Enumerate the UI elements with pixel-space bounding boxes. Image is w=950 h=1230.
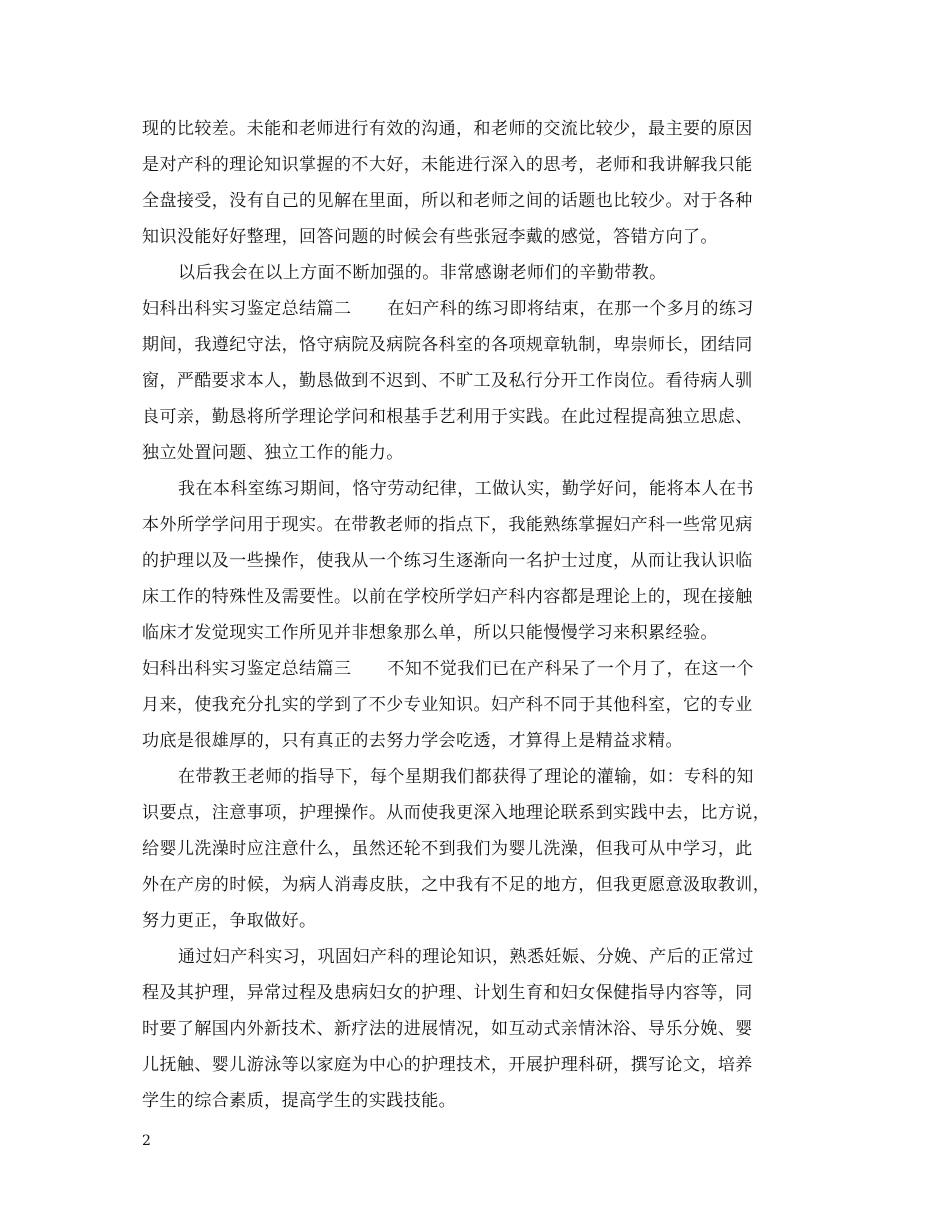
section-heading-line	[142, 297, 754, 321]
text-line: 学生的综合素质，提高学生的实践技能。	[142, 1091, 457, 1111]
text-line: 不知不觉我们已在产科呆了一个月了，在这一个	[387, 659, 754, 679]
text-line: 在带教王老师的指导下，每个星期我们都获得了理论的灌输，如：专科的知	[178, 767, 754, 787]
section-heading: 妇科出科实习鉴定总结篇三	[142, 659, 352, 679]
text-line: 良可亲，勤恳将所学理论学问和根基手艺利用于实践。在此过程提高独立思虑、	[142, 407, 753, 427]
text-line: 以后我会在以上方面不断加强的。非常感谢老师们的辛勤带教。	[178, 263, 667, 283]
text-line: 在妇产科的练习即将结束，在那一个多月的练习	[387, 299, 754, 319]
text-line: 独立处置问题、独立工作的能力。	[142, 443, 404, 463]
text-line: 期间，我遵纪守法，恪守病院及病院各科室的各项规章轨制，卑崇师长，团结同	[142, 335, 753, 355]
text-line: 本外所学学问用于现实。在带教老师的指点下，我能熟练掌握妇产科一些常见病	[142, 515, 753, 535]
text-line: 儿抚触、婴儿游泳等以家庭为中心的护理技术，开展护理科研，撰写论文，培养	[142, 1055, 753, 1075]
text-line: 窗，严酷要求本人，勤恳做到不迟到、不旷工及私行分开工作岗位。看待病人驯	[142, 371, 753, 391]
text-line: 月来，使我充分扎实的学到了不少专业知识。妇产科不同于其他科室，它的专业	[142, 695, 753, 715]
text-line: 是对产科的理论知识掌握的不大好，未能进行深入的思考，老师和我讲解我只能	[142, 155, 753, 175]
text-line: 识要点，注意事项，护理操作。从而使我更深入地理论联系到实践中去，比方说，	[142, 803, 771, 823]
text-line: 努力更正，争取做好。	[142, 911, 317, 931]
section-heading-line	[142, 657, 754, 681]
text-line: 全盘接受，没有自己的见解在里面，所以和老师之间的话题也比较少。对于各种	[142, 191, 753, 211]
text-line: 我在本科室练习期间，恪守劳动纪律，工做认实，勤学好问，能将本人在书	[178, 479, 754, 499]
page-number: 2	[142, 1133, 151, 1149]
text-line: 知识没能好好整理，回答问题的时候会有些张冠李戴的感觉，答错方向了。	[142, 227, 718, 247]
text-line: 外在产房的时候，为病人消毒皮肤，之中我有不足的地方，但我更愿意汲取教训，	[142, 875, 771, 895]
text-line: 时要了解国内外新技术、新疗法的进展情况，如互动式亲情沐浴、导乐分娩、婴	[142, 1019, 753, 1039]
text-line: 程及其护理，异常过程及患病妇女的护理、计划生育和妇女保健指导内容等，同	[142, 983, 753, 1003]
text-line: 临床才发觉现实工作所见并非想象那么单，所以只能慢慢学习来积累经验。	[142, 623, 718, 643]
text-line: 通过妇产科实习，巩固妇产科的理论知识，熟悉妊娠、分娩、产后的正常过	[178, 947, 754, 967]
text-line: 给婴儿洗澡时应注意什么，虽然还轮不到我们为婴儿洗澡，但我可从中学习，此	[142, 839, 753, 859]
text-line: 功底是很雄厚的，只有真正的去努力学会吃透，才算得上是精益求精。	[142, 731, 683, 751]
section-heading: 妇科出科实习鉴定总结篇二	[142, 299, 352, 319]
text-line: 床工作的特殊性及需要性。以前在学校所学妇产科内容都是理论上的，现在接触	[142, 587, 753, 607]
text-line: 现的比较差。未能和老师进行有效的沟通，和老师的交流比较少，最主要的原因	[142, 119, 753, 139]
text-line: 的护理以及一些操作，使我从一个练习生逐渐向一名护士过度，从而让我认识临	[142, 551, 753, 571]
